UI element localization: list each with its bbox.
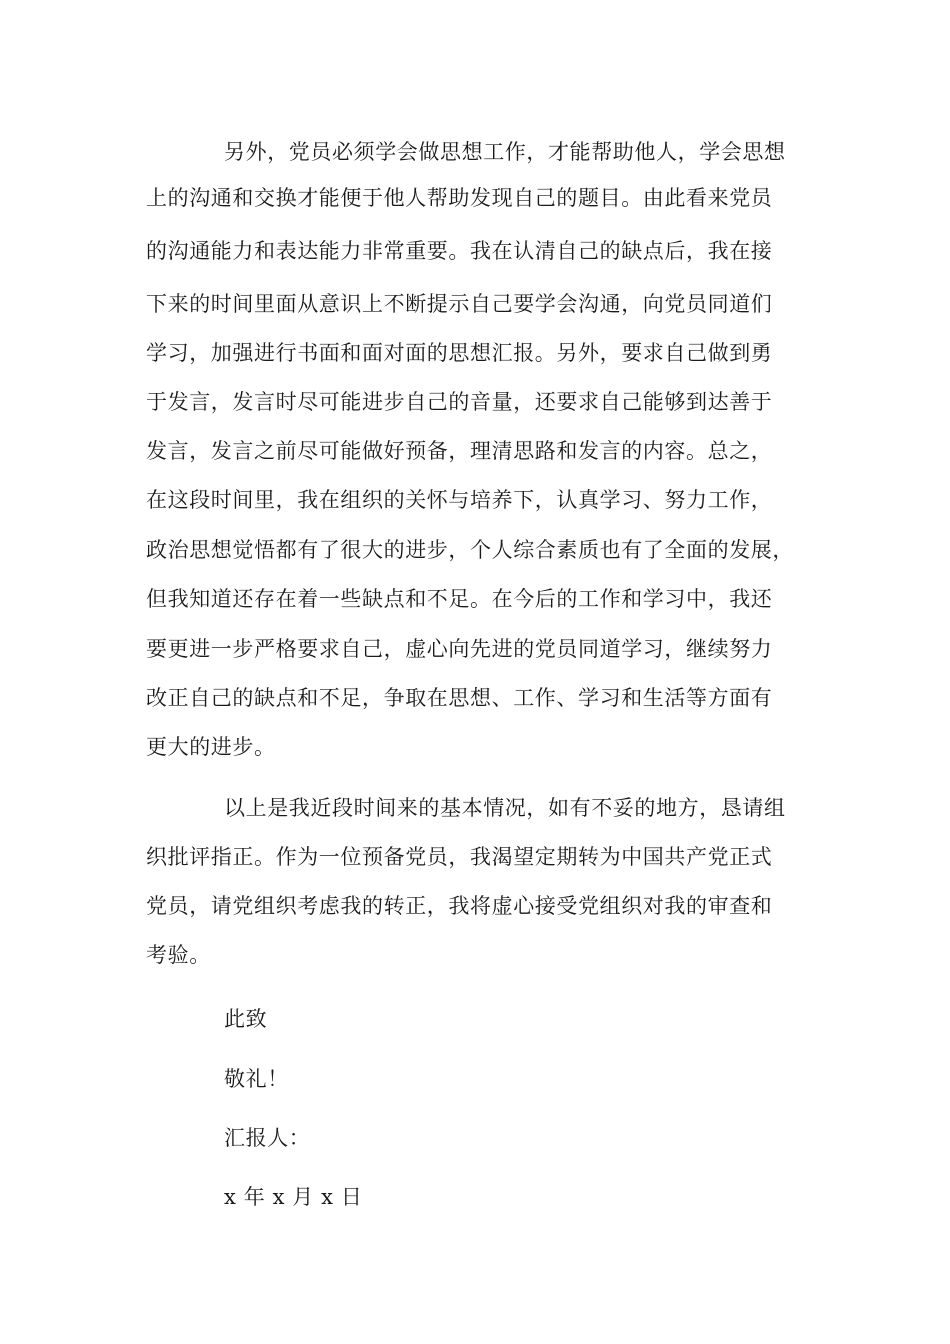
paragraph-1-line-2: 上的沟通和交换才能便于他人帮助发现自己的题目。由此看来党员 [146, 186, 773, 210]
respect-line: 敬礼！ [224, 1067, 289, 1091]
paragraph-1-line-7: 发言，发言之前尽可能做好预备，理清思路和发言的内容。总之， [146, 439, 773, 463]
paragraph-1-line-1: 另外，党员必须学会做思想工作，才能帮助他人，学会思想 [224, 140, 786, 164]
paragraph-2-line-3: 党员，请党组织考虑我的转正，我将虚心接受党组织对我的审查和 [146, 894, 773, 918]
reporter-line: 汇报人： [224, 1126, 311, 1150]
paragraph-1-line-8: 在这段时间里，我在组织的关怀与培养下，认真学习、努力工作， [146, 488, 773, 512]
paragraph-1-line-6: 于发言，发言时尽可能进步自己的音量，还要求自己能够到达善于 [146, 390, 773, 414]
paragraph-1-line-3: 的沟通能力和表达能力非常重要。我在认清自己的缺点后，我在接 [146, 239, 773, 263]
date-line: x 年 x 月 x 日 [224, 1185, 363, 1209]
paragraph-1-line-10: 但我知道还存在着一些缺点和不足。在今后的工作和学习中，我还 [146, 587, 773, 611]
paragraph-1-line-11: 要更进一步严格要求自己，虚心向先进的党员同道学习，继续努力 [146, 637, 773, 661]
paragraph-1-line-12: 改正自己的缺点和不足，争取在思想、工作、学习和生活等方面有 [146, 686, 773, 710]
paragraph-1-line-13: 更大的进步。 [146, 735, 276, 759]
paragraph-2-line-1: 以上是我近段时间来的基本情况，如有不妥的地方，恳请组 [224, 796, 786, 820]
salutation: 此致 [224, 1007, 268, 1031]
paragraph-1-line-4: 下来的时间里面从意识上不断提示自己要学会沟通，向党员同道们 [146, 292, 773, 316]
paragraph-2-line-4: 考验。 [146, 943, 211, 967]
paragraph-1-line-9: 政治思想觉悟都有了很大的进步，个人综合素质也有了全面的发展， [146, 538, 794, 562]
paragraph-2-line-2: 织批评指正。作为一位预备党员，我渴望定期转为中国共产党正式 [146, 845, 773, 869]
paragraph-1-line-5: 学习，加强进行书面和面对面的思想汇报。另外，要求自己做到勇 [146, 341, 773, 365]
